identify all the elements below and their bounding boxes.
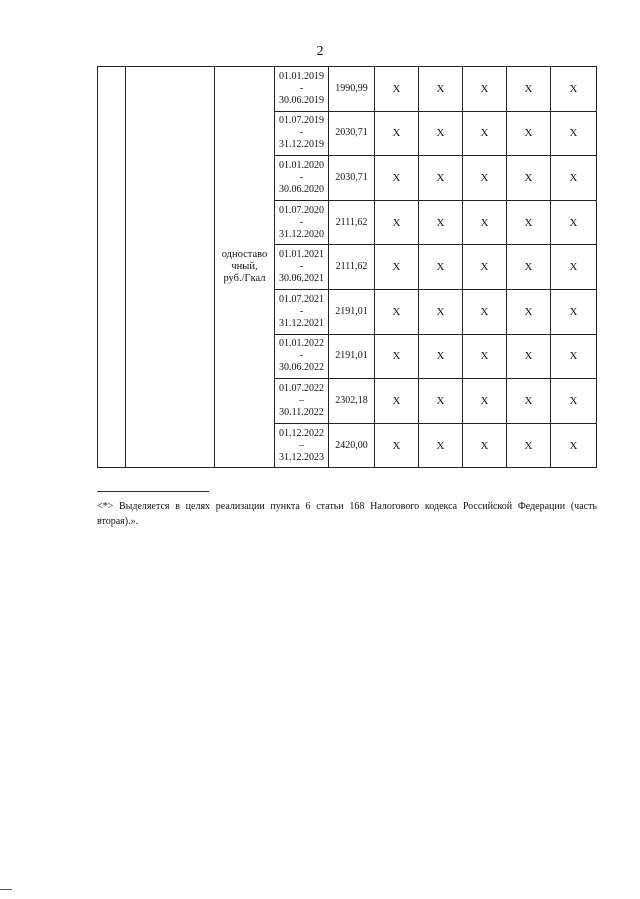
- not-applicable-mark: X: [463, 156, 507, 201]
- not-applicable-mark: X: [551, 67, 597, 112]
- period-cell: [275, 156, 329, 201]
- period-to: 30.06.2021: [279, 273, 324, 285]
- tariff-value-cell: 1990,99: [329, 67, 375, 112]
- not-applicable-mark: X: [463, 67, 507, 112]
- not-applicable-mark: X: [419, 200, 463, 245]
- not-applicable-mark: X: [419, 334, 463, 379]
- period-from: 01.01.2020: [279, 159, 324, 171]
- period-from: 01.01.2019: [279, 70, 324, 82]
- period-to: 30.11.2022: [279, 406, 324, 418]
- not-applicable-mark: X: [463, 423, 507, 468]
- tariff-value-cell: 2030,71: [329, 111, 375, 156]
- period-sep: -: [299, 127, 304, 139]
- period-to: 31.12.2019: [279, 139, 324, 151]
- period-cell: [275, 111, 329, 156]
- not-applicable-mark: X: [551, 379, 597, 424]
- period-cell: [275, 200, 329, 245]
- period-sep: -: [299, 261, 304, 273]
- tariff-unit-cell: одноставо чный, руб./Гкал: [215, 67, 275, 468]
- not-applicable-mark: X: [419, 379, 463, 424]
- not-applicable-mark: X: [463, 334, 507, 379]
- period-sep: –: [299, 394, 304, 406]
- period-to: 30.06.2022: [279, 362, 324, 374]
- period-cell: [275, 379, 329, 424]
- not-applicable-mark: X: [375, 334, 419, 379]
- not-applicable-mark: X: [463, 289, 507, 334]
- period-sep: -: [299, 305, 304, 317]
- period-cell: [275, 289, 329, 334]
- tariff-value-cell: 2111,62: [329, 200, 375, 245]
- period-to: 30.06.2019: [279, 94, 324, 106]
- not-applicable-mark: X: [375, 423, 419, 468]
- not-applicable-mark: X: [463, 245, 507, 290]
- not-applicable-mark: X: [419, 156, 463, 201]
- not-applicable-mark: X: [507, 423, 551, 468]
- period-from: 01.07.2019: [279, 115, 324, 127]
- not-applicable-mark: X: [551, 111, 597, 156]
- tariff-value-cell: 2302,18: [329, 379, 375, 424]
- not-applicable-mark: X: [463, 200, 507, 245]
- period-cell: [275, 334, 329, 379]
- not-applicable-mark: X: [507, 379, 551, 424]
- not-applicable-mark: X: [463, 379, 507, 424]
- period-sep: -: [299, 82, 304, 94]
- period-from: 01.07.2020: [279, 204, 324, 216]
- not-applicable-mark: X: [551, 289, 597, 334]
- period-sep: -: [299, 216, 304, 228]
- number-cell: [98, 67, 126, 468]
- not-applicable-mark: X: [375, 156, 419, 201]
- not-applicable-mark: X: [375, 379, 419, 424]
- not-applicable-mark: X: [375, 111, 419, 156]
- period-to: 31.12.2020: [279, 228, 324, 240]
- not-applicable-mark: X: [551, 245, 597, 290]
- not-applicable-mark: X: [507, 200, 551, 245]
- not-applicable-mark: X: [375, 67, 419, 112]
- not-applicable-mark: X: [375, 245, 419, 290]
- not-applicable-mark: X: [375, 200, 419, 245]
- not-applicable-mark: X: [507, 67, 551, 112]
- period-from: 01.12.2022: [279, 427, 324, 439]
- not-applicable-mark: X: [551, 200, 597, 245]
- footnote: <*> Выделяется в целях реализации пункта 6 статьи 168 Налогового кодекса Российской Федерации (часть вторая).».: [97, 501, 597, 527]
- not-applicable-mark: X: [419, 111, 463, 156]
- tariff-value-cell: 2191,01: [329, 334, 375, 379]
- not-applicable-mark: X: [507, 111, 551, 156]
- period-from: 01.01.2021: [279, 249, 324, 261]
- not-applicable-mark: X: [551, 156, 597, 201]
- period-to: 31.12.2021: [279, 317, 324, 329]
- period-sep: -: [299, 350, 304, 362]
- not-applicable-mark: X: [419, 289, 463, 334]
- period-sep: -: [299, 171, 304, 183]
- not-applicable-mark: X: [551, 423, 597, 468]
- not-applicable-mark: X: [463, 111, 507, 156]
- scan-edge-mark: [0, 889, 12, 890]
- not-applicable-mark: X: [419, 423, 463, 468]
- not-applicable-mark: X: [507, 334, 551, 379]
- tariff-table-body: [98, 67, 597, 468]
- period-cell: [275, 67, 329, 112]
- not-applicable-mark: X: [507, 156, 551, 201]
- period-sep: –: [299, 439, 304, 451]
- page-number: 2: [316, 44, 324, 59]
- period-cell: [275, 245, 329, 290]
- tariff-value-cell: 2420,00: [329, 423, 375, 468]
- not-applicable-mark: X: [419, 245, 463, 290]
- period-to: 30.06.2020: [279, 183, 324, 195]
- not-applicable-mark: X: [507, 245, 551, 290]
- period-from: 01.01.2022: [279, 338, 324, 350]
- period-from: 01.07.2022: [279, 382, 324, 394]
- not-applicable-mark: X: [419, 67, 463, 112]
- not-applicable-mark: X: [551, 334, 597, 379]
- not-applicable-mark: X: [507, 289, 551, 334]
- tariff-table: [97, 66, 597, 468]
- tariff-value-cell: 2030,71: [329, 156, 375, 201]
- tariff-value-cell: 2191,01: [329, 289, 375, 334]
- not-applicable-mark: X: [375, 289, 419, 334]
- tariff-value-cell: 2111,62: [329, 245, 375, 290]
- footnote-rule: [97, 491, 209, 492]
- period-to: 31.12.2023: [279, 451, 324, 463]
- table-row: [98, 67, 597, 112]
- organization-cell: [126, 67, 215, 468]
- period-cell: [275, 423, 329, 468]
- period-from: 01.07.2021: [279, 293, 324, 305]
